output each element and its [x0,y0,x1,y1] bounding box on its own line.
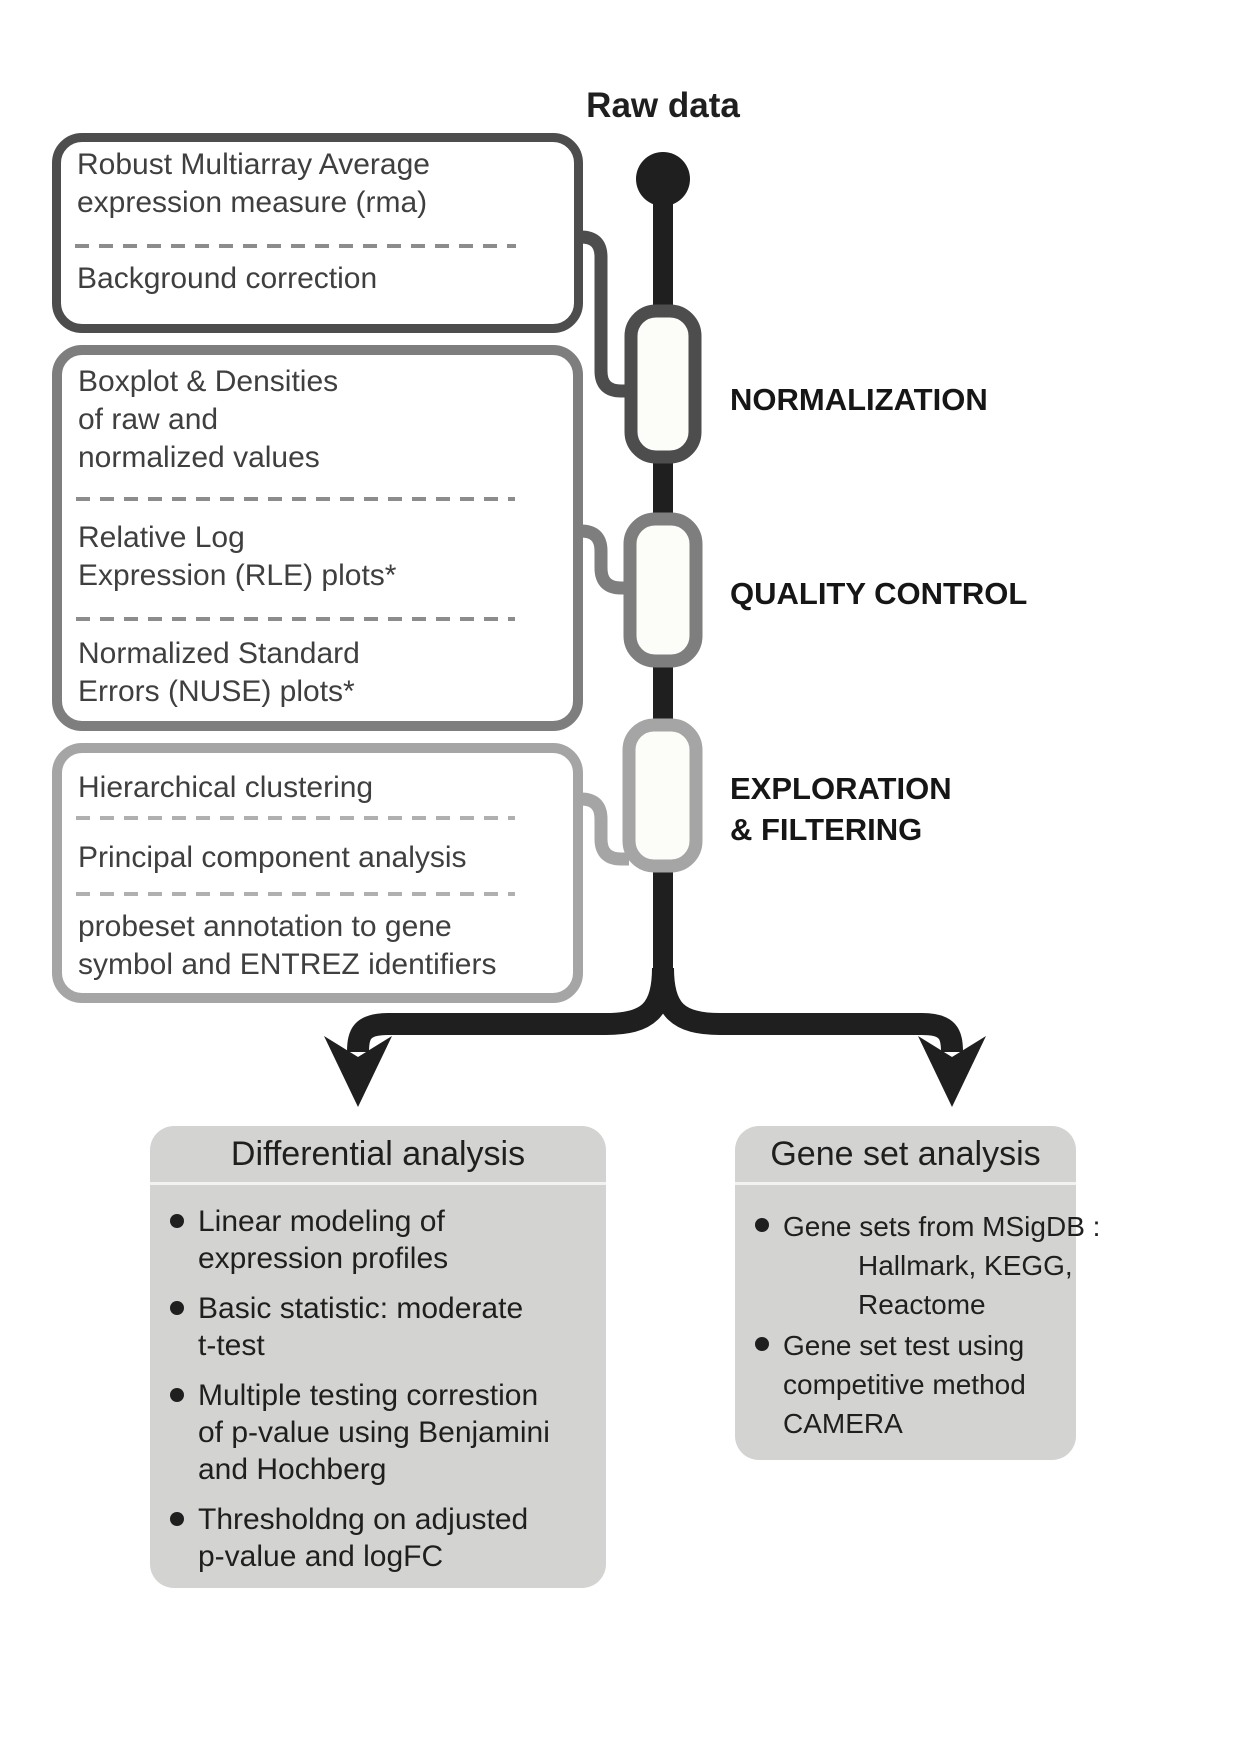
method-item [77,260,558,298]
bullet-line: Gene set test using [783,1330,1025,1361]
method-line: Robust Multiarray Average [77,148,430,181]
list-item [755,1207,1101,1324]
quality-control-methods-box [52,345,583,731]
list-item [170,1203,606,1277]
method-line: Hierarchical clustering [78,771,374,804]
stage-label-line: EXPLORATION [730,771,952,806]
list-item [170,1377,606,1488]
bullet-line: Reactome [858,1289,986,1320]
method-line: Errors (NUSE) plots* [78,675,355,708]
raw-data-dot [636,152,690,206]
method-line: normalized values [78,441,320,474]
dashed-divider [76,617,515,621]
method-item [78,839,557,877]
method-line: symbol and ENTREZ identifiers [78,948,497,981]
connector-exploration [581,799,629,859]
method-line: probeset annotation to gene [78,910,452,943]
branch-arm-right [663,968,952,1052]
method-line: of raw and [78,403,219,436]
method-line: expression measure (rma) [77,186,428,219]
list-item [170,1501,606,1575]
dashed-divider [76,497,515,501]
method-line: Background correction [77,262,378,295]
method-line: Boxplot & Densities [78,365,339,398]
list-item [170,1290,606,1364]
differential-analysis-panel [150,1126,606,1588]
bullet-line: p-value and logFC [198,1540,444,1573]
stage-label-line: QUALITY CONTROL [730,576,1028,611]
bullet-line: Multiple testing correstion [198,1379,539,1412]
method-line: Relative Log [78,521,245,554]
connector-quality-control [581,531,630,588]
exploration-node [629,725,696,866]
bullet-line: Thresholdng on adjusted [198,1503,529,1536]
raw-data-label: Raw data [586,86,740,125]
bullet-line: competitive method [783,1369,1026,1400]
exploration-methods-box [52,743,583,1003]
bullet-line: CAMERA [783,1408,903,1439]
method-item [78,363,557,477]
stage-label-exploration-filtering [730,768,952,850]
dashed-divider [75,244,516,248]
bullet-line: Basic statistic: moderate [198,1292,524,1325]
gene-set-analysis-panel [735,1126,1101,1460]
bullet-line: of p-value using Benjamini [198,1416,550,1449]
bullet-list [150,1203,606,1575]
list-item [755,1326,1076,1443]
bullet-line: expression profiles [198,1242,449,1275]
stage-label-line: NORMALIZATION [730,382,988,417]
dashed-divider [76,892,515,896]
method-item [78,908,557,984]
stage-label-line: & FILTERING [730,812,923,847]
quality-control-node [630,519,696,661]
dashed-divider [76,816,515,820]
method-line: Expression (RLE) plots* [78,559,397,592]
bullet-list [735,1207,1101,1443]
method-line: Normalized Standard [78,637,360,670]
normalization-node [631,311,695,457]
panel-title: Differential analysis [150,1126,606,1185]
method-item [77,146,558,222]
method-item [78,635,557,711]
connector-normalization [581,237,632,391]
bullet-line: and Hochberg [198,1453,387,1486]
bullet-line: Hallmark, KEGG, [858,1250,1073,1281]
stage-label-quality-control [730,573,1027,614]
bullet-line: t-test [198,1329,265,1362]
method-item [78,519,557,595]
panel-title: Gene set analysis [735,1126,1076,1185]
method-item [78,769,557,807]
bullet-line: Gene sets from MSigDB : [783,1211,1101,1242]
bullet-line: Linear modeling of [198,1205,445,1238]
stage-label-normalization [730,379,988,420]
method-line: Principal component analysis [78,841,467,874]
normalization-methods-box [52,133,583,333]
